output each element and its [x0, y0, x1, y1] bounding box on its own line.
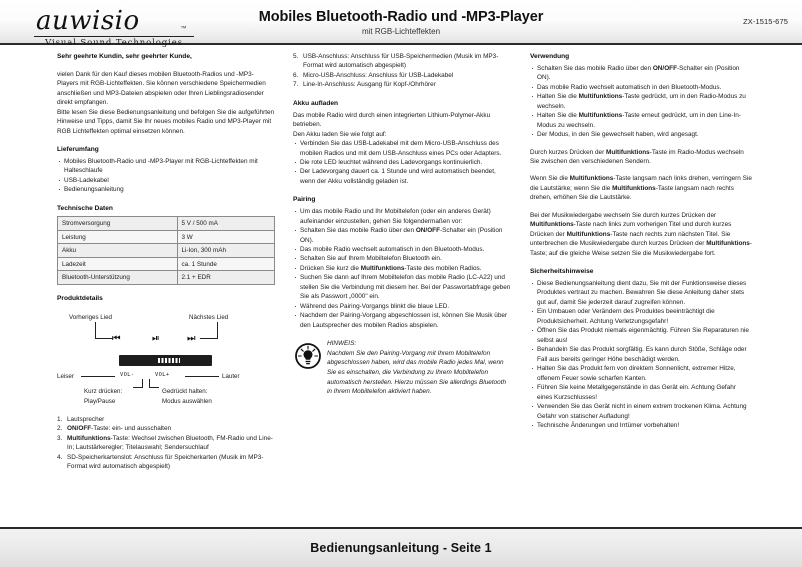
trademark-symbol: ™: [180, 26, 187, 32]
page-title: Mobiles Bluetooth-Radio und -MP3-Player: [258, 9, 544, 25]
list-item: · Schalten Sie auf Ihrem Mobiltelefon Bluetooth ein.: [293, 254, 511, 263]
intro-paragraph-1: vielen Dank für den Kauf dieses mobilen Bluetooth-Radios und -MP3-Players mit RGB-Lichteffekten. Sie können verschiedene Speichermedien anschließen und MP3-Dateien abspielen oder Ihren Lieblingsradiosender direkt empfangen.: [57, 70, 266, 107]
leader-line: [217, 322, 218, 339]
table-row: [58, 244, 275, 258]
parts-numbered-list: [57, 415, 275, 472]
list-item: · Ein Umbauen oder Verändern des Produktes beeinträchtigt die Produktsicherheit. Achtung Verletzungsgefahr!: [530, 307, 752, 326]
spec-value: 2.1 + EDR: [177, 271, 274, 285]
page-subtitle: mit RGB-Lichteffekten: [361, 27, 441, 36]
list-item: · Halten Sie die Multifunktions-Taste erneut gedrückt, um in den Line-In-Modus zu wechseln.: [530, 111, 752, 130]
spec-key: Stromversorgung: [58, 217, 178, 231]
table-row: [58, 271, 275, 285]
list-item: · Öffnen Sie das Produkt niemals eigenmächtig. Führen Sie Reparaturen nie selbst aus!: [530, 326, 752, 345]
note-title: HINWEIS:: [327, 340, 357, 348]
list-item: · Der Ladevorgang dauert ca. 1 Stunde und wird automatisch beendet, wenn der Akku vollständig geladen ist.: [293, 167, 511, 186]
leader-line: [149, 387, 159, 388]
sicherheitshinweise-list: [530, 279, 752, 431]
list-item: · Das mobile Radio wechselt automatisch in den Bluetooth-Modus.: [530, 83, 752, 92]
section-heading-akku-aufladen: Akku aufladen: [293, 99, 339, 107]
list-item: · Das mobile Radio wechselt automatisch in den Bluetooth-Modus.: [293, 245, 511, 254]
diagram-label-short-press-action: Play/Pause: [84, 397, 116, 405]
diagram-label-short-press: Kurz drücken:: [84, 387, 123, 395]
list-item: Micro-USB-Anschluss: Anschluss für USB-Ladekabel: [303, 71, 454, 79]
leader-line: [95, 338, 113, 339]
salutation-heading: Sehr geehrte Kundin, sehr geehrter Kunde,: [57, 53, 192, 60]
diagram-label-hold: Gedrückt halten:: [162, 387, 208, 395]
akku-paragraph-1: Das mobile Radio wird durch einen integrierten Lithium-Polymer-Akku betrieben.: [293, 111, 491, 129]
logo-divider: [34, 36, 194, 37]
list-item: · Halten Sie die Multifunktions-Taste gedrückt, um in den Radio-Modus zu wechseln.: [530, 92, 752, 111]
list-item: · Schalten Sie das mobile Radio über den ON/OFF-Schalter ein (Position ON).: [293, 226, 511, 245]
list-item: ON/OFF-Taste: ein- und ausschalten: [67, 425, 172, 433]
leader-line: [200, 338, 218, 339]
product-controls-diagram: [57, 309, 275, 409]
diagram-label-hold-action: Modus auswählen: [162, 397, 212, 405]
note-body: Nachdem Sie den Pairing-Vorgang mit Ihrem Mobiltelefon abgeschlossen haben, wird das mobile Radio jedes Mal, wenn Sie es einschalten, die Verbindung zu Ihrem Mobiltelefon automatisch herstellen. Hierzu müssen Sie allerdings Bluetooth in Ihrem Mobiltelefon aktiviert haben.: [327, 349, 507, 396]
play-pause-icon: ⏯: [152, 332, 159, 344]
spec-value: Li-Ion, 300 mAh: [177, 244, 274, 258]
list-item: · Verwenden Sie das Gerät nicht in einem extrem trockenen Klima. Achtung Gefahr von statischer Aufladung!: [530, 402, 752, 421]
list-item: · Suchen Sie dann auf Ihrem Mobiltelefon das mobile Radio (LC-A22) und stellen Sie die Verbindung mit diesem her. Bei der Passwortabfrage geben Sie als Passwort „0000" ein.: [293, 273, 511, 301]
akku-paragraph-2: Den Akku laden Sie wie folgt auf:: [293, 130, 387, 138]
section-heading-pairing: Pairing: [293, 196, 316, 204]
list-item: · Der Modus, in den Sie gewechselt haben, wird angesagt.: [530, 130, 752, 139]
page-header: [0, 0, 802, 48]
list-item: · Mobiles Bluetooth-Radio und -MP3-Player mit RGB-Lichteffekten mit Halteschlaufe: [57, 157, 275, 176]
list-item: · Verbinden Sie das USB-Ladekabel mit dem Micro-USB-Anschluss des mobilen Radios und mit dem USB-Anschluss eines PCs oder Adapters.: [293, 139, 511, 158]
diagram-label-vol-plus: VOL+: [155, 371, 170, 378]
list-item: · Nachdem der Pairing-Vorgang abgeschlossen ist, können Sie Musik über den Lautsprecher des mobilen Radios abspielen.: [293, 311, 511, 330]
paragraph-sender-wechsel: Durch kurzes Drücken der Multifunktions-Taste im Radio-Modus wechseln Sie zwischen den verschiedenen Sendern.: [530, 148, 744, 165]
next-track-icon: ⏭: [187, 332, 195, 344]
leader-line: [133, 387, 143, 388]
footer-title: Bedienungsanleitung - Seite 1: [310, 541, 492, 555]
leader-line: [95, 322, 96, 339]
table-row: [58, 257, 275, 271]
akku-steps-list: [293, 139, 511, 186]
parts-numbered-list-continued: [293, 52, 511, 90]
verwendung-list: [530, 64, 752, 140]
column-middle: [293, 52, 511, 397]
hint-note-box: [293, 339, 511, 397]
list-item: USB-Anschluss: Anschluss für USB-Speichermedien (Musik im MP3-Format wird automatisch abgespielt): [303, 53, 499, 70]
diagram-label-vol-minus: VOL-: [120, 371, 135, 378]
list-item: · Technische Änderungen und Irrtümer vorbehalten!: [530, 421, 752, 430]
table-row: [58, 230, 275, 244]
lieferumfang-list: [57, 157, 275, 195]
list-item: · Die rote LED leuchtet während des Ladevorgangs kontinuierlich.: [293, 158, 511, 167]
leader-line: [185, 376, 219, 377]
rgb-led-strip-icon: [158, 358, 180, 363]
paragraph-lautstaerke: Wenn Sie die Multifunktions-Taste langsam nach links drehen, verringern Sie die Lautstärke; wenn Sie die Multifunktions-Taste langsam nach rechts drehen, erhöhen Sie die Lautstärke.: [530, 175, 752, 202]
product-code: ZX-1515-675: [743, 17, 788, 26]
diagram-label-louder: Lauter: [222, 372, 240, 380]
diagram-label-previous-track: Vorheriges Lied: [69, 313, 112, 321]
logo-word-text: auwisio: [36, 6, 140, 36]
previous-track-icon: ⏮: [112, 332, 120, 344]
list-item: Lautsprecher: [67, 415, 105, 423]
section-heading-produktdetails: Produktdetails: [57, 294, 103, 302]
list-item: · Schalten Sie das mobile Radio über den ON/OFF-Schalter ein (Position ON).: [530, 64, 752, 83]
spec-value: 3 W: [177, 230, 274, 244]
list-item: · Drücken Sie kurz die Multifunktions-Taste des mobilen Radios.: [293, 264, 511, 273]
spec-key: Akku: [58, 244, 178, 258]
section-heading-technische-daten: Technische Daten: [57, 204, 113, 212]
list-item: · Um das mobile Radio und Ihr Mobiltelefon (oder ein anderes Gerät) aufeinander einzustellen, gehen Sie folgendermaßen vor:: [293, 207, 511, 226]
section-heading-verwendung: Verwendung: [530, 53, 570, 60]
column-right: [530, 52, 752, 430]
diagram-label-quieter: Leiser: [57, 372, 74, 380]
list-item: · Während des Pairing-Vorgangs blinkt die blaue LED.: [293, 302, 511, 311]
spec-key: Bluetooth-Unterstützung: [58, 271, 178, 285]
list-item: Line-In-Anschluss: Ausgang für Kopf-/Ohrhörer: [303, 81, 436, 89]
list-item: · Führen Sie keine Metallgegenstände in das Gerät ein. Achtung Gefahr eines Kurzschlusses!: [530, 383, 752, 402]
content-columns: [0, 52, 802, 522]
list-item: · USB-Ladekabel: [57, 176, 275, 185]
list-item: · Diese Bedienungsanleitung dient dazu, Sie mit der Funktionsweise dieses Produktes vertraut zu machen. Bewahren Sie diese Anleitung daher stets gut auf, damit Sie jederzeit darauf zugreifen können.: [530, 279, 752, 307]
list-item: SD-Speicherkartenslot: Anschluss für Speicherkarten (Musik im MP3-Format wird automatisch abgespielt): [67, 453, 264, 470]
spec-key: Ladezeit: [58, 257, 178, 271]
page-footer: [0, 527, 802, 567]
diagram-label-next-track: Nächstes Lied: [189, 313, 229, 321]
paragraph-titelwechsel: Bei der Musikwiedergabe wechseln Sie durch kurzes Drücken der Multifunktions-Taste nach links zum vorherigen Titel und durch kurzes Drücken der Multifunktions-Taste nach rechts zum nächsten Titel. Sie unterbrechen die Musikwiedergabe durch kurzes Drücken der Multifunktions-Taste; auf die gleiche Weise setzen Sie die Musikwiedergabe fort.: [530, 211, 753, 257]
list-item: Multifunktions-Taste: Wechsel zwischen Bluetooth, FM-Radio und Line-In; Lautstärkeregler; Titelauswahl; Sendersuchlauf: [67, 434, 273, 452]
intro-paragraph-2: Bitte lesen Sie diese Bedienungsanleitung und befolgen Sie die aufgeführten Hinweise und Tipps, damit Sie Ihr neues mobiles Radio und MP3-Player mit RGB Lichteffekten optimal einsetzen können.: [57, 108, 275, 135]
specifications-table: [57, 216, 275, 285]
list-item: · Bedienungsanleitung: [57, 185, 275, 194]
pairing-steps-list: [293, 207, 511, 330]
list-item: · Halten Sie das Produkt fern von direktem Sonnenlicht, extremer Hitze, offenem Feuer sowie scharfen Kanten.: [530, 364, 752, 383]
spec-key: Leistung: [58, 230, 178, 244]
column-left: [57, 52, 275, 471]
section-heading-lieferumfang: Lieferumfang: [57, 146, 99, 154]
list-item: · Behandeln Sie das Produkt sorgfältig. Es kann durch Stöße, Schläge oder Fall aus bereits geringer Höhe beschädigt werden.: [530, 345, 752, 364]
lightbulb-icon: [295, 343, 321, 369]
section-heading-sicherheitshinweise: Sicherheitshinweise: [530, 268, 594, 276]
spec-value: ca. 1 Stunde: [177, 257, 274, 271]
logo-tagline: Visual Sound Technologies: [45, 38, 183, 48]
table-row: [58, 217, 275, 231]
leader-line: [81, 376, 115, 377]
spec-value: 5 V / 500 mA: [177, 217, 274, 231]
